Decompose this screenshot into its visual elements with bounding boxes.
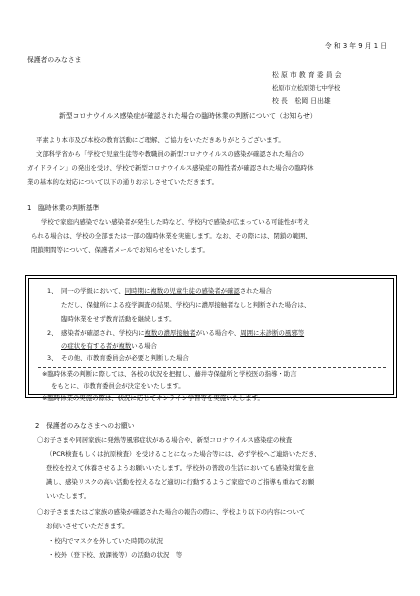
intro-line: 平素より本市及び本校の教育活動にご理解、ご協力をいただきありがとうございます。 bbox=[36, 136, 285, 144]
sender-school: 松原市立松原第七中学校 bbox=[272, 84, 341, 92]
criterion-2-text-a: 感染者が確認され、学校内に bbox=[61, 329, 145, 337]
section1-line: 学校で家庭内感染でない感染者が発生した時など、学校内で感染が広まっている可能性が考え bbox=[41, 218, 310, 226]
section2-bullet: ・校内でマスクを外していた時間の状況 bbox=[48, 537, 164, 545]
criterion-2-number: 2、 bbox=[47, 329, 58, 337]
criterion-2-text-f: いる場合 bbox=[131, 342, 157, 350]
box-note-2: ※臨時休業の実施の際は、状況に応じてオンライン学習等を実施いたします。 bbox=[42, 394, 264, 402]
sender-organization: 松 原 市 教 育 委 員 会 bbox=[272, 71, 342, 79]
criterion-1-text-c: された場合 bbox=[239, 287, 272, 295]
intro-line: 文部科学省から「学校で児童生徒等や教職員の新型コロナウイルスの感染が確認された場合の bbox=[36, 150, 305, 158]
intro-line: ガイドライン」の発出を受け、学校で新型コロナウイルス感染症の陽性者が確認された場合の臨時休 bbox=[27, 164, 314, 172]
box-note-1-continued: をもとに、市教育委員会が決定をいたします。 bbox=[51, 382, 185, 390]
criterion-1-exception: 臨時休業をせず教育活動を継続します。 bbox=[61, 315, 176, 323]
criterion-3: その他、市教育委員会が必要と判断した場合 bbox=[61, 354, 189, 362]
section2-line: いいたします。 bbox=[46, 492, 91, 500]
criterion-1 bbox=[61, 288, 272, 294]
criterion-1-emphasis: 同時期に複数の児童生徒の感染者が確認 bbox=[124, 287, 240, 295]
criterion-2 bbox=[61, 330, 304, 336]
section1-line: られる場合は、学校の全部または一部の臨時休業を実施します。なお、その際には、閉鎖の範囲、 bbox=[31, 232, 312, 240]
section2-line: 登校を控えて休養させるようお願いいたします。学校外の普段の生活においても感染対策を意 bbox=[46, 464, 314, 472]
document-title: 新型コロナウイルス感染症が確認された場合の臨時休業の判断について（お知らせ） bbox=[59, 112, 317, 120]
criterion-2-emphasis-c: の症状を有する者が複数 bbox=[61, 342, 132, 350]
criterion-2-continued bbox=[61, 343, 157, 349]
addressee: 保護者のみなさま bbox=[27, 56, 82, 64]
section2-line: お伺いさせていただきます。 bbox=[46, 522, 129, 530]
criterion-2-emphasis-a: 複数の濃厚接触者 bbox=[144, 329, 196, 337]
intro-line: 業の基本的な対応について以下の通りお示しさせていただきます。 bbox=[27, 178, 219, 186]
section2-heading: 2 保護者のみなさまへのお願い bbox=[35, 422, 135, 430]
section2-line: （PCR検査もしくは抗原検査）を受けることになった場合等には、必ず学校へご連絡いただき、 bbox=[46, 450, 321, 458]
box-dashed-divider bbox=[38, 367, 386, 368]
criterion-3-number: 3、 bbox=[47, 354, 58, 362]
section2-line: 識し、感染リスクの高い活動を控えるなど適切に行動するようご家庭でのご指導も重ねてお願 bbox=[46, 478, 315, 486]
criterion-2-text-c: がいる場合や、 bbox=[195, 329, 241, 337]
box-note-1: ※臨時休業の判断に際しては、各校の状況を把握し、藤井寺保健所と学校医の指導・助言 bbox=[42, 370, 297, 378]
section1-heading: 1 臨時休業の判断基準 bbox=[27, 204, 100, 212]
criterion-1-number: 1、 bbox=[47, 287, 58, 295]
section2-line: 〇お子さまや同居家族に発熱等風邪症状がある場合や、新型コロナウイルス感染症の検査 bbox=[37, 436, 293, 444]
document-date: 令 和 3 年 9 月 1 日 bbox=[324, 42, 387, 50]
criterion-1-exception: ただし、保健所による疫学調査の結果、学校内に濃厚接触者なしと判断された場合は、 bbox=[61, 301, 311, 309]
criterion-1-text-a: 同一の学級において、 bbox=[61, 287, 125, 295]
section1-line: 閉鎖期間等について、保護者メールでお知らせをいたします。 bbox=[31, 246, 209, 254]
section2-line: 〇お子さままたはご家族の感染が確認された場合の報告の際に、学校より以下の内容について bbox=[37, 508, 306, 516]
sender-principal: 校 長 松岡 日出雄 bbox=[272, 97, 331, 105]
criterion-2-emphasis-b: 周囲に未診断の風邪等 bbox=[240, 329, 305, 337]
section2-bullet: ・校外（登下校、放課後等）の活動の状況 等 bbox=[48, 551, 183, 559]
